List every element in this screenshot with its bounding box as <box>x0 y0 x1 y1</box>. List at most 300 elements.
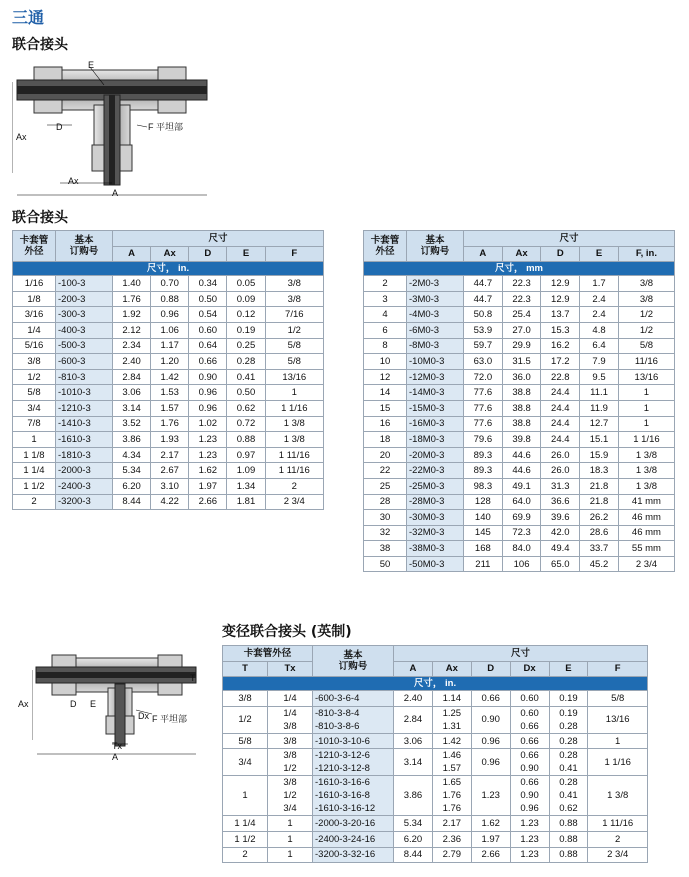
cell-value: 2.4 <box>580 291 619 307</box>
cell-pn: -1610-3-16-6 -1610-3-16-8 -1610-3-16-12 <box>313 776 394 816</box>
cell-pn: -1010-3-10-6 <box>313 733 394 749</box>
cell-ax: 2.17 <box>432 816 471 832</box>
table-row <box>13 385 324 401</box>
cell-value: 168 <box>464 541 503 557</box>
cell-value: 5/8 <box>265 338 323 354</box>
cell-value: 1.57 <box>151 400 189 416</box>
cell-value: 38.8 <box>502 385 541 401</box>
cell-part-number: -32M0-3 <box>407 525 464 541</box>
cell-t: 3/8 <box>223 691 268 707</box>
table-row <box>364 385 675 401</box>
table-row <box>13 400 324 416</box>
cell-t: 1 1/2 <box>223 831 268 847</box>
table-row <box>13 338 324 354</box>
cell-value: 2.34 <box>113 338 151 354</box>
col-e: E <box>549 661 588 677</box>
cell-value: 2.17 <box>151 447 189 463</box>
cell-value: 63.0 <box>464 354 503 370</box>
cell-value: 1.42 <box>151 369 189 385</box>
cell-value: 44.6 <box>502 463 541 479</box>
col-e: E <box>227 246 265 262</box>
cell-od: 10 <box>364 354 407 370</box>
label-d: D <box>56 122 63 132</box>
table-row <box>364 541 675 557</box>
cell-value: 5/8 <box>265 354 323 370</box>
cell-ax: 2.36 <box>432 831 471 847</box>
cell-value: 36.6 <box>541 494 580 510</box>
cell-value: 1.92 <box>113 307 151 323</box>
cell-value: 0.70 <box>151 276 189 292</box>
cell-value: 13.7 <box>541 307 580 323</box>
label-tx: Tx <box>112 741 122 751</box>
cell-value: 0.72 <box>227 416 265 432</box>
cell-t: 1/2 <box>223 706 268 733</box>
label-d: D <box>70 699 77 709</box>
cell-value: 3.52 <box>113 416 151 432</box>
cell-part-number: -12M0-3 <box>407 369 464 385</box>
col-pn: 基本 订购号 <box>313 646 394 677</box>
cell-pn: -810-3-8-4 -810-3-8-6 <box>313 706 394 733</box>
union-tee-metric-table <box>363 230 675 572</box>
cell-t: 2 <box>223 847 268 863</box>
cell-value: 44.6 <box>502 447 541 463</box>
cell-part-number: -50M0-3 <box>407 556 464 572</box>
cell-ax: 1.46 1.57 <box>432 749 471 776</box>
col-a: A <box>113 246 151 262</box>
cell-od: 1/8 <box>13 291 56 307</box>
cell-part-number: -4M0-3 <box>407 307 464 323</box>
table-row <box>223 706 648 733</box>
cell-part-number: -16M0-3 <box>407 416 464 432</box>
cell-value: 89.3 <box>464 447 503 463</box>
col-e: E <box>580 246 619 262</box>
cell-part-number: -25M0-3 <box>407 478 464 494</box>
cell-t: 5/8 <box>223 733 268 749</box>
cell-value: 0.62 <box>227 400 265 416</box>
cell-value: 0.66 <box>189 354 227 370</box>
cell-value: 77.6 <box>464 385 503 401</box>
cell-pn: -2000-3-20-16 <box>313 816 394 832</box>
cell-value: 11/16 <box>618 354 674 370</box>
cell-value: 1 3/8 <box>265 416 323 432</box>
cell-value: 4.22 <box>151 494 189 510</box>
cell-value: 64.0 <box>502 494 541 510</box>
cell-value: 1.09 <box>227 463 265 479</box>
cell-part-number: -2000-3 <box>56 463 113 479</box>
table-row <box>364 510 675 526</box>
cell-value: 1 <box>618 385 674 401</box>
cell-od: 1 1/8 <box>13 447 56 463</box>
cell-value: 49.4 <box>541 541 580 557</box>
cell-value: 1.23 <box>189 432 227 448</box>
cell-value: 16.2 <box>541 338 580 354</box>
cell-part-number: -3200-3 <box>56 494 113 510</box>
table-row <box>13 354 324 370</box>
cell-value: 5/8 <box>618 338 674 354</box>
cell-value: 53.9 <box>464 322 503 338</box>
cell-value: 1.53 <box>151 385 189 401</box>
table-row <box>13 494 324 510</box>
cell-tx: 1/4 3/8 <box>268 706 313 733</box>
label-a: A <box>112 752 119 762</box>
cell-value: 3/8 <box>618 291 674 307</box>
cell-value: 79.6 <box>464 432 503 448</box>
cell-f: 1 3/8 <box>588 776 648 816</box>
cell-e: 0.88 <box>549 847 588 863</box>
table-row <box>13 369 324 385</box>
table-row <box>223 776 648 816</box>
cell-ax: 1.42 <box>432 733 471 749</box>
cell-value: 24.4 <box>541 400 580 416</box>
cell-value: 9.5 <box>580 369 619 385</box>
cell-od: 1 <box>13 432 56 448</box>
cell-part-number: -400-3 <box>56 322 113 338</box>
table-row <box>223 733 648 749</box>
cell-part-number: -15M0-3 <box>407 400 464 416</box>
col-pn: 基本 订购号 <box>407 231 464 262</box>
cell-value: 3.14 <box>113 400 151 416</box>
cell-od: 6 <box>364 322 407 338</box>
cell-value: 6.20 <box>113 478 151 494</box>
label-t: T <box>190 673 196 683</box>
cell-t: 1 <box>223 776 268 816</box>
cell-part-number: -1010-3 <box>56 385 113 401</box>
cell-part-number: -100-3 <box>56 276 113 292</box>
cell-value: 1.17 <box>151 338 189 354</box>
col-d: D <box>189 246 227 262</box>
cell-value: 11.1 <box>580 385 619 401</box>
table-row <box>223 831 648 847</box>
cell-value: 15.3 <box>541 322 580 338</box>
col-od: 卡套管外径 <box>223 646 313 662</box>
col-f: F <box>265 246 323 262</box>
cell-value: 15.9 <box>580 447 619 463</box>
cell-value: 0.19 <box>227 322 265 338</box>
table-row <box>223 847 648 863</box>
table-row <box>223 691 648 707</box>
cell-value: 2 <box>265 478 323 494</box>
cell-value: 106 <box>502 556 541 572</box>
cell-value: 38.8 <box>502 416 541 432</box>
cell-value: 24.4 <box>541 385 580 401</box>
cell-value: 72.0 <box>464 369 503 385</box>
label-dx: Dx <box>138 711 149 721</box>
cell-od: 2 <box>364 276 407 292</box>
label-ax-vertical: Ax <box>16 132 27 142</box>
cell-dx: 0.66 0.90 <box>510 749 549 776</box>
cell-part-number: -38M0-3 <box>407 541 464 557</box>
cell-dx: 1.23 <box>510 831 549 847</box>
table-row <box>364 525 675 541</box>
table1-title: 联合接头 <box>12 210 68 226</box>
cell-ax: 1.65 1.76 1.76 <box>432 776 471 816</box>
cell-value: 12.9 <box>541 276 580 292</box>
cell-value: 0.41 <box>227 369 265 385</box>
cell-value: 1 1/16 <box>618 432 674 448</box>
cell-value: 59.7 <box>464 338 503 354</box>
cell-od: 1 1/2 <box>13 478 56 494</box>
cell-e: 0.28 0.41 <box>549 749 588 776</box>
col-t: T <box>223 661 268 677</box>
cell-value: 0.96 <box>189 400 227 416</box>
cell-od: 22 <box>364 463 407 479</box>
cell-part-number: -10M0-3 <box>407 354 464 370</box>
table-row <box>364 291 675 307</box>
label-a: A <box>112 188 119 198</box>
cell-part-number: -28M0-3 <box>407 494 464 510</box>
cell-tx: 1 <box>268 847 313 863</box>
cell-value: 0.25 <box>227 338 265 354</box>
cell-dx: 0.60 <box>510 691 549 707</box>
cell-value: 31.5 <box>502 354 541 370</box>
cell-part-number: -14M0-3 <box>407 385 464 401</box>
cell-value: 1 <box>618 416 674 432</box>
table-row <box>364 276 675 292</box>
table-row <box>364 416 675 432</box>
cell-f: 13/16 <box>588 706 648 733</box>
cell-d: 1.23 <box>471 776 510 816</box>
col-pn: 基本 订购号 <box>56 231 113 262</box>
cell-value: 0.05 <box>227 276 265 292</box>
cell-od: 3 <box>364 291 407 307</box>
cell-t: 3/4 <box>223 749 268 776</box>
table-row <box>364 494 675 510</box>
cell-od: 3/8 <box>13 354 56 370</box>
cell-value: 0.60 <box>189 322 227 338</box>
cell-f: 5/8 <box>588 691 648 707</box>
cell-value: 0.09 <box>227 291 265 307</box>
cell-e: 0.88 <box>549 816 588 832</box>
cell-part-number: -8M0-3 <box>407 338 464 354</box>
table-row <box>364 400 675 416</box>
cell-value: 50.8 <box>464 307 503 323</box>
cell-value: 44.7 <box>464 291 503 307</box>
cell-a: 8.44 <box>394 847 433 863</box>
cell-od: 30 <box>364 510 407 526</box>
cell-part-number: -1610-3 <box>56 432 113 448</box>
table-row <box>364 338 675 354</box>
cell-a: 3.14 <box>394 749 433 776</box>
cell-value: 55 mm <box>618 541 674 557</box>
unit-row: 尺寸， in. <box>223 677 648 691</box>
cell-f: 1 1/16 <box>588 749 648 776</box>
cell-part-number: -18M0-3 <box>407 432 464 448</box>
cell-value: 44.7 <box>464 276 503 292</box>
cell-value: 1.76 <box>113 291 151 307</box>
cell-value: 1/2 <box>618 307 674 323</box>
col-ax: Ax <box>432 661 471 677</box>
cell-value: 46 mm <box>618 525 674 541</box>
table-row <box>364 307 675 323</box>
cell-value: 22.8 <box>541 369 580 385</box>
cell-od: 32 <box>364 525 407 541</box>
cell-value: 36.0 <box>502 369 541 385</box>
cell-od: 28 <box>364 494 407 510</box>
cell-value: 26.0 <box>541 463 580 479</box>
reducing-union-tee-table <box>222 645 648 863</box>
cell-value: 0.96 <box>189 385 227 401</box>
union-tee-inch-table <box>12 230 324 510</box>
cell-a: 5.34 <box>394 816 433 832</box>
cell-od: 1/4 <box>13 322 56 338</box>
cell-value: 1/2 <box>618 322 674 338</box>
subtitle: 联合接头 <box>12 37 68 53</box>
cell-od: 5/8 <box>13 385 56 401</box>
table-row <box>13 416 324 432</box>
table-row <box>364 556 675 572</box>
cell-value: 1.7 <box>580 276 619 292</box>
cell-part-number: -1810-3 <box>56 447 113 463</box>
label-f: F 平坦部 <box>152 714 187 724</box>
cell-pn: -3200-3-32-16 <box>313 847 394 863</box>
cell-d: 0.96 <box>471 749 510 776</box>
cell-value: 1 3/8 <box>618 478 674 494</box>
section-title: 三通 <box>12 8 45 27</box>
cell-value: 65.0 <box>541 556 580 572</box>
cell-d: 0.90 <box>471 706 510 733</box>
cell-value: 4.8 <box>580 322 619 338</box>
cell-a: 2.40 <box>394 691 433 707</box>
col-d: D <box>471 661 510 677</box>
table-row <box>13 276 324 292</box>
cell-value: 2 3/4 <box>265 494 323 510</box>
cell-value: 0.97 <box>227 447 265 463</box>
col-od: 卡套管 外径 <box>364 231 407 262</box>
cell-value: 3.86 <box>113 432 151 448</box>
cell-value: 0.28 <box>227 354 265 370</box>
cell-value: 11.9 <box>580 400 619 416</box>
cell-value: 2.40 <box>113 354 151 370</box>
cell-value: 29.9 <box>502 338 541 354</box>
cell-value: 1 <box>618 400 674 416</box>
cell-f: 1 11/16 <box>588 816 648 832</box>
cell-part-number: -2M0-3 <box>407 276 464 292</box>
cell-value: 13/16 <box>618 369 674 385</box>
cell-value: 3/8 <box>265 291 323 307</box>
cell-value: 0.34 <box>189 276 227 292</box>
cell-a: 2.84 <box>394 706 433 733</box>
cell-value: 22.3 <box>502 291 541 307</box>
cell-value: 3/8 <box>618 276 674 292</box>
table-row <box>13 307 324 323</box>
table-row <box>13 463 324 479</box>
col-dims: 尺寸 <box>113 231 324 247</box>
table-row <box>364 354 675 370</box>
cell-part-number: -1410-3 <box>56 416 113 432</box>
cell-value: 1/2 <box>265 322 323 338</box>
col-ax: Ax <box>502 246 541 262</box>
cell-value: 18.3 <box>580 463 619 479</box>
cell-value: 0.64 <box>189 338 227 354</box>
table-row <box>13 291 324 307</box>
cell-tx: 3/8 1/2 <box>268 749 313 776</box>
cell-d: 0.66 <box>471 691 510 707</box>
cell-value: 2.66 <box>189 494 227 510</box>
cell-od: 1 1/4 <box>13 463 56 479</box>
cell-value: 1.23 <box>189 447 227 463</box>
table-row <box>364 478 675 494</box>
cell-value: 0.50 <box>189 291 227 307</box>
label-ax-horizontal: Ax <box>68 176 79 186</box>
cell-value: 39.6 <box>541 510 580 526</box>
cell-value: 89.3 <box>464 463 503 479</box>
cell-part-number: -300-3 <box>56 307 113 323</box>
cell-value: 6.4 <box>580 338 619 354</box>
cell-f: 1 <box>588 733 648 749</box>
cell-d: 1.62 <box>471 816 510 832</box>
cell-od: 7/8 <box>13 416 56 432</box>
cell-value: 1 3/8 <box>618 463 674 479</box>
cell-ax: 2.79 <box>432 847 471 863</box>
cell-value: 2 3/4 <box>618 556 674 572</box>
cell-value: 77.6 <box>464 416 503 432</box>
cell-od: 5/16 <box>13 338 56 354</box>
cell-dx: 1.23 <box>510 847 549 863</box>
cell-part-number: -2400-3 <box>56 478 113 494</box>
cell-dx: 0.66 0.90 0.96 <box>510 776 549 816</box>
cell-value: 0.12 <box>227 307 265 323</box>
cell-od: 15 <box>364 400 407 416</box>
cell-ax: 1.14 <box>432 691 471 707</box>
cell-value: 26.0 <box>541 447 580 463</box>
cell-value: 26.2 <box>580 510 619 526</box>
cell-part-number: -200-3 <box>56 291 113 307</box>
cell-tx: 3/8 <box>268 733 313 749</box>
cell-part-number: -1210-3 <box>56 400 113 416</box>
cell-value: 128 <box>464 494 503 510</box>
cell-tx: 1 <box>268 816 313 832</box>
cell-part-number: -600-3 <box>56 354 113 370</box>
cell-value: 1.06 <box>151 322 189 338</box>
cell-value: 2.4 <box>580 307 619 323</box>
table-row <box>223 749 648 776</box>
cell-part-number: -6M0-3 <box>407 322 464 338</box>
cell-value: 7/16 <box>265 307 323 323</box>
table3-title: 变径联合接头 (英制) <box>222 624 352 640</box>
table-row <box>13 478 324 494</box>
col-a: A <box>464 246 503 262</box>
cell-e: 0.88 <box>549 831 588 847</box>
cell-t: 1 1/4 <box>223 816 268 832</box>
cell-value: 0.90 <box>189 369 227 385</box>
col-ax: Ax <box>151 246 189 262</box>
cell-part-number: -3M0-3 <box>407 291 464 307</box>
cell-f: 2 3/4 <box>588 847 648 863</box>
cell-value: 84.0 <box>502 541 541 557</box>
cell-value: 1.34 <box>227 478 265 494</box>
unit-row: 尺寸， mm <box>364 262 675 276</box>
table-row <box>364 463 675 479</box>
cell-od: 14 <box>364 385 407 401</box>
cell-e: 0.19 <box>549 691 588 707</box>
cell-value: 3.06 <box>113 385 151 401</box>
cell-value: 69.9 <box>502 510 541 526</box>
cell-a: 3.06 <box>394 733 433 749</box>
cell-value: 49.1 <box>502 478 541 494</box>
cell-d: 1.97 <box>471 831 510 847</box>
cell-value: 17.2 <box>541 354 580 370</box>
table-row <box>13 447 324 463</box>
cell-value: 42.0 <box>541 525 580 541</box>
cell-ax: 1.25 1.31 <box>432 706 471 733</box>
cell-e: 0.28 0.41 0.62 <box>549 776 588 816</box>
cell-value: 211 <box>464 556 503 572</box>
cell-f: 2 <box>588 831 648 847</box>
col-dims: 尺寸 <box>394 646 648 662</box>
cell-value: 2.84 <box>113 369 151 385</box>
cell-od: 16 <box>364 416 407 432</box>
label-ax: Ax <box>18 699 29 709</box>
